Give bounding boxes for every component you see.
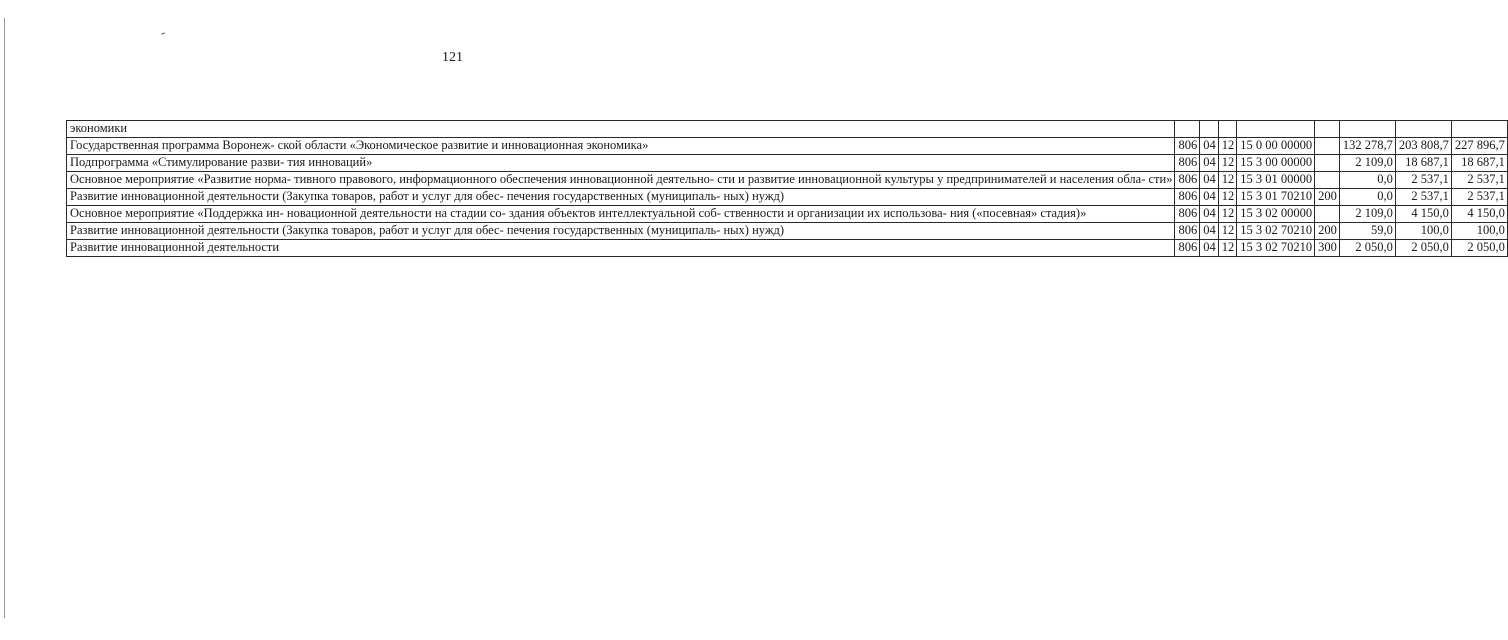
cell-year-3: 4 150,0 xyxy=(1451,206,1507,223)
table-row xyxy=(67,206,1508,223)
cell-rz: 04 xyxy=(1200,189,1219,206)
cell-year-1: 0,0 xyxy=(1339,172,1395,189)
table-row xyxy=(67,172,1508,189)
cell-csr: 15 3 01 00000 xyxy=(1237,172,1315,189)
row-name: Развитие инновационной деятельности (Закупка товаров, работ и услуг для обес- печения государственных (муниципаль- ных) нужд) xyxy=(67,223,1175,240)
cell-year-2 xyxy=(1395,121,1451,138)
scan-speck xyxy=(161,32,165,34)
cell-grbs: 806 xyxy=(1175,189,1200,206)
cell-pr: 12 xyxy=(1218,138,1237,155)
cell-vr: 200 xyxy=(1315,223,1340,240)
cell-pr: 12 xyxy=(1218,155,1237,172)
cell-year-3: 100,0 xyxy=(1451,223,1507,240)
row-name: Развитие инновационной деятельности (Закупка товаров, работ и услуг для обес- печения государственных (муниципаль- ных) нужд) xyxy=(67,189,1175,206)
cell-year-3: 18 687,1 xyxy=(1451,155,1507,172)
cell-vr xyxy=(1315,121,1340,138)
table-row xyxy=(67,121,1508,138)
cell-grbs: 806 xyxy=(1175,172,1200,189)
cell-csr: 15 0 00 00000 xyxy=(1237,138,1315,155)
cell-year-1 xyxy=(1339,121,1395,138)
cell-year-2: 4 150,0 xyxy=(1395,206,1451,223)
cell-grbs: 806 xyxy=(1175,206,1200,223)
cell-csr xyxy=(1237,121,1315,138)
cell-grbs xyxy=(1175,121,1200,138)
row-name: Основное мероприятие «Развитие норма- тивного правового, информационного обеспечения инновационной деятельно- сти и развитие инновационной культуры у предпринимателей и населения обла- сти» xyxy=(67,172,1175,189)
cell-grbs: 806 xyxy=(1175,223,1200,240)
cell-year-2: 2 050,0 xyxy=(1395,240,1451,257)
row-name: экономики xyxy=(67,121,1175,138)
cell-year-1: 2 050,0 xyxy=(1339,240,1395,257)
cell-year-2: 203 808,7 xyxy=(1395,138,1451,155)
cell-year-1: 2 109,0 xyxy=(1339,206,1395,223)
cell-year-3 xyxy=(1451,121,1507,138)
cell-year-1: 132 278,7 xyxy=(1339,138,1395,155)
row-name: Подпрограмма «Стимулирование разви- тия инноваций» xyxy=(67,155,1175,172)
row-name: Основное мероприятие «Поддержка ин- новационной деятельности на стадии со- здания объектов интеллектуальной соб- ственности и организации их использова- ния («посевная» стадия)» xyxy=(67,206,1175,223)
cell-grbs: 806 xyxy=(1175,240,1200,257)
cell-csr: 15 3 00 00000 xyxy=(1237,155,1315,172)
table-row xyxy=(67,155,1508,172)
cell-rz: 04 xyxy=(1200,240,1219,257)
cell-year-2: 2 537,1 xyxy=(1395,189,1451,206)
cell-grbs: 806 xyxy=(1175,155,1200,172)
row-name: Государственная программа Воронеж- ской области «Экономическое развитие и инновационная экономика» xyxy=(67,138,1175,155)
cell-year-1: 2 109,0 xyxy=(1339,155,1395,172)
table-row xyxy=(67,223,1508,240)
cell-pr: 12 xyxy=(1218,172,1237,189)
cell-pr: 12 xyxy=(1218,206,1237,223)
cell-year-3: 227 896,7 xyxy=(1451,138,1507,155)
cell-rz: 04 xyxy=(1200,172,1219,189)
row-name: Развитие инновационной деятельности xyxy=(67,240,1175,257)
table-row xyxy=(67,240,1508,257)
cell-csr: 15 3 02 00000 xyxy=(1237,206,1315,223)
cell-year-2: 2 537,1 xyxy=(1395,172,1451,189)
page-number: 121 xyxy=(442,50,463,65)
cell-year-2: 18 687,1 xyxy=(1395,155,1451,172)
table-row xyxy=(67,138,1508,155)
cell-csr: 15 3 02 70210 xyxy=(1237,223,1315,240)
cell-vr xyxy=(1315,172,1340,189)
cell-year-2: 100,0 xyxy=(1395,223,1451,240)
cell-rz xyxy=(1200,121,1219,138)
cell-pr: 12 xyxy=(1218,240,1237,257)
cell-pr: 12 xyxy=(1218,223,1237,240)
cell-csr: 15 3 02 70210 xyxy=(1237,240,1315,257)
cell-vr: 300 xyxy=(1315,240,1340,257)
cell-vr: 200 xyxy=(1315,189,1340,206)
cell-vr xyxy=(1315,155,1340,172)
table-row xyxy=(67,189,1508,206)
cell-year-3: 2 537,1 xyxy=(1451,189,1507,206)
cell-year-3: 2 050,0 xyxy=(1451,240,1507,257)
cell-csr: 15 3 01 70210 xyxy=(1237,189,1315,206)
cell-vr xyxy=(1315,206,1340,223)
cell-rz: 04 xyxy=(1200,138,1219,155)
cell-rz: 04 xyxy=(1200,155,1219,172)
scan-edge-line xyxy=(4,18,5,618)
budget-table xyxy=(66,120,1508,257)
cell-rz: 04 xyxy=(1200,206,1219,223)
cell-grbs: 806 xyxy=(1175,138,1200,155)
cell-year-1: 0,0 xyxy=(1339,189,1395,206)
cell-rz: 04 xyxy=(1200,223,1219,240)
cell-year-3: 2 537,1 xyxy=(1451,172,1507,189)
cell-vr xyxy=(1315,138,1340,155)
cell-pr xyxy=(1218,121,1237,138)
cell-pr: 12 xyxy=(1218,189,1237,206)
cell-year-1: 59,0 xyxy=(1339,223,1395,240)
